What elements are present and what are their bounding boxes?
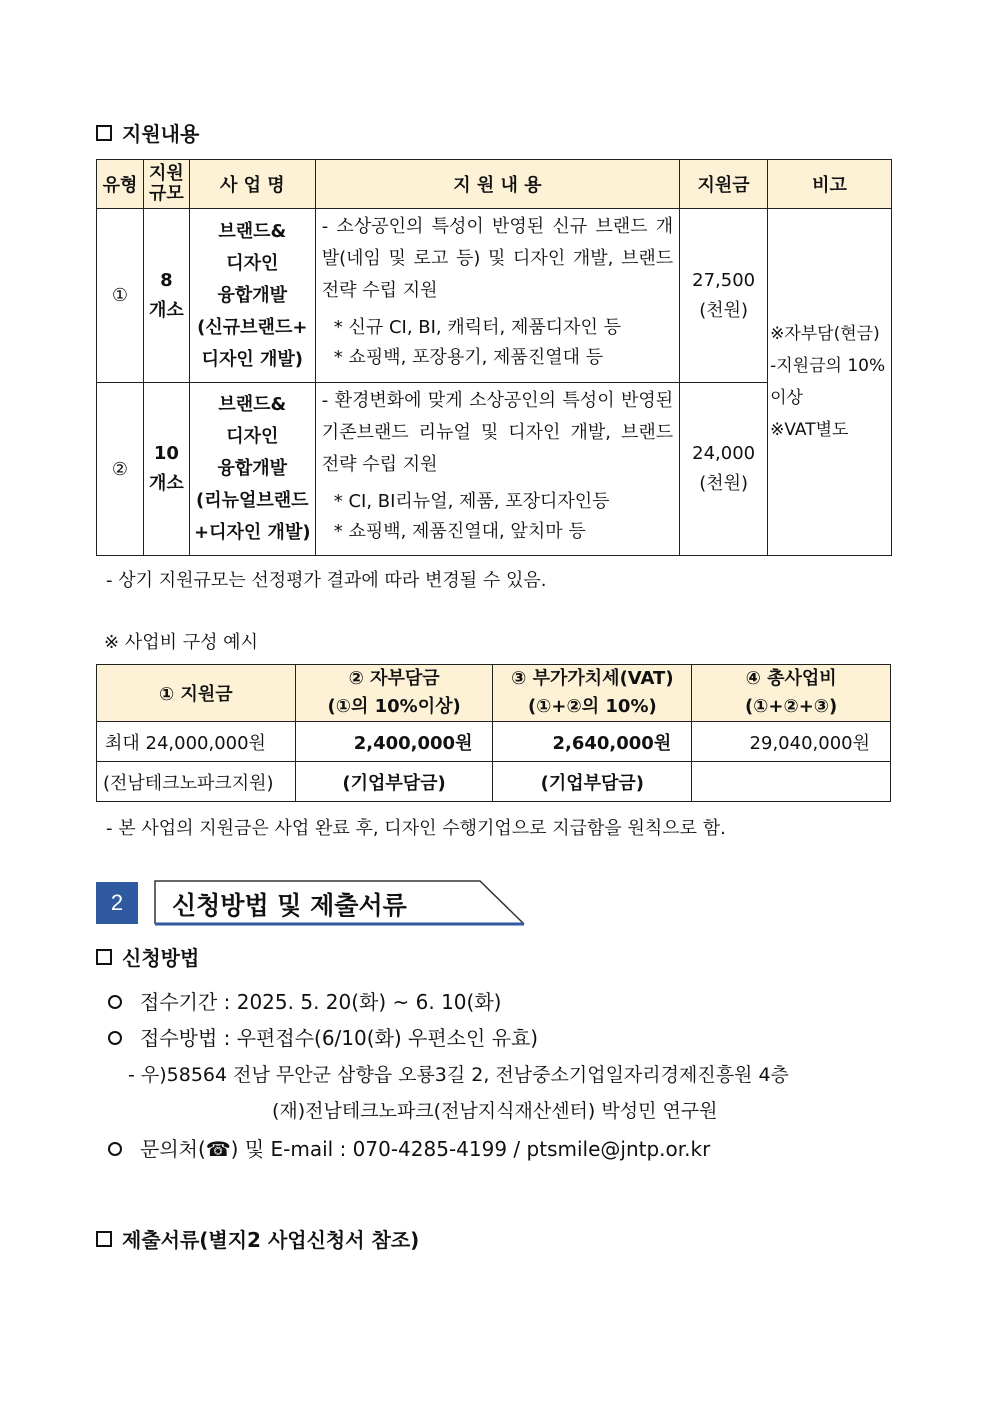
cost-cell: (전남테크노파크지원) xyxy=(97,762,296,802)
cost-table xyxy=(96,664,891,802)
cost-cell: 2,640,000원 xyxy=(493,722,692,762)
table-row xyxy=(97,209,892,383)
note-payment: - 본 사업의 지원금은 사업 완료 후, 디자인 수행기업으로 지급함을 원칙으로 함. xyxy=(106,818,726,839)
cost-cell: 최대 24,000,000원 xyxy=(97,722,296,762)
cost-header: ① 지원금 xyxy=(97,665,296,722)
row-content-item: * 쇼핑백, 포장용기, 제품진열대 등 xyxy=(333,347,604,368)
header-remark: 비고 xyxy=(768,160,892,209)
cost-heading: ※ 사업비 구성 예시 xyxy=(104,632,258,653)
cost-cell: (기업부담금) xyxy=(295,762,493,802)
row-scale: 8 개소 xyxy=(143,209,189,383)
apply-period xyxy=(108,986,501,1015)
row-content-item: * 쇼핑백, 제품진열대, 앞치마 등 xyxy=(333,521,586,542)
support-table xyxy=(96,159,892,556)
apply-method xyxy=(108,1022,538,1051)
section-title: 신청방법 및 제출서류 xyxy=(172,891,407,920)
header-amount: 지원금 xyxy=(680,160,768,209)
docs-heading xyxy=(96,1224,419,1253)
apply-address-1: - 우)58564 전남 무안군 삼향읍 오룡3길 2, 전남중소기업일자리경제진흥원 4층 xyxy=(128,1064,789,1086)
cost-cell xyxy=(692,762,891,802)
row-content xyxy=(315,383,679,556)
bullet-circle-icon xyxy=(108,995,122,1009)
bullet-circle-icon xyxy=(108,1031,122,1045)
support-heading-text: 지원내용 xyxy=(122,122,200,146)
section-number: 2 xyxy=(96,882,138,924)
row-name: 브랜드& 디자인 융합개발 (신규브랜드+ 디자인 개발) xyxy=(189,209,315,383)
docs-heading-text: 제출서류(별지2 사업신청서 참조) xyxy=(122,1228,420,1252)
apply-method-text: 접수방법 : 우편접수(6/10(화) 우편소인 유효) xyxy=(140,1026,539,1050)
header-type: 유형 xyxy=(97,160,144,209)
section-title-box xyxy=(154,880,526,926)
apply-contact-text: 문의처(☎) 및 E-mail : 070-4285-4199 / ptsmile@jntp.or.kr xyxy=(140,1137,711,1161)
header-name: 사 업 명 xyxy=(189,160,315,209)
row-content-text: - 환경변화에 맞게 소상공인의 특성이 반영된 기존브랜드 리뉴얼 및 디자인 개발, 브랜드 전략 수립 지원 xyxy=(321,390,674,475)
row-content-item: * 신규 CI, BI, 캐릭터, 제품디자인 등 xyxy=(333,317,622,338)
note-scale: - 상기 지원규모는 선정평가 결과에 따라 변경될 수 있음. xyxy=(106,570,547,591)
apply-period-text: 접수기간 : 2025. 5. 20(화) ~ 6. 10(화) xyxy=(140,990,502,1014)
apply-heading-text: 신청방법 xyxy=(122,946,200,970)
table-row xyxy=(97,722,891,762)
row-content-item: * CI, BI리뉴얼, 제품, 포장디자인등 xyxy=(333,491,610,512)
remark-cell: ※자부담(현금) -지원금의 10% 이상 ※VAT별도 xyxy=(768,209,892,556)
apply-contact xyxy=(108,1133,710,1162)
apply-heading xyxy=(96,942,199,971)
apply-address-2: (재)전남테크노파크(전남지식재산센터) 박성민 연구원 xyxy=(272,1100,718,1122)
support-heading xyxy=(96,118,199,147)
cost-header: ③ 부가가치세(VAT) (①+②의 10%) xyxy=(493,665,692,722)
row-content-text: - 소상공인의 특성이 반영된 신규 브랜드 개발(네임 및 로고 등) 및 디자인 개발, 브랜드 전략 수립 지원 xyxy=(321,216,674,301)
header-content: 지 원 내 용 xyxy=(315,160,679,209)
cost-cell: (기업부담금) xyxy=(493,762,692,802)
row-type: ② xyxy=(97,383,144,556)
cost-cell: 29,040,000원 xyxy=(692,722,891,762)
row-name: 브랜드& 디자인 융합개발 (리뉴얼브랜드 +디자인 개발) xyxy=(189,383,315,556)
row-amount: 27,500 (천원) xyxy=(680,209,768,383)
cost-header: ② 자부담금 (①의 10%이상) xyxy=(295,665,493,722)
header-scale: 지원 규모 xyxy=(143,160,189,209)
row-scale: 10 개소 xyxy=(143,383,189,556)
table-row xyxy=(97,762,891,802)
checkbox-square-icon xyxy=(96,1231,112,1247)
row-content xyxy=(315,209,679,383)
row-amount: 24,000 (천원) xyxy=(680,383,768,556)
row-type: ① xyxy=(97,209,144,383)
checkbox-square-icon xyxy=(96,949,112,965)
checkbox-square-icon xyxy=(96,125,112,141)
cost-cell: 2,400,000원 xyxy=(295,722,493,762)
bullet-circle-icon xyxy=(108,1142,122,1156)
cost-header: ④ 총사업비 (①+②+③) xyxy=(692,665,891,722)
